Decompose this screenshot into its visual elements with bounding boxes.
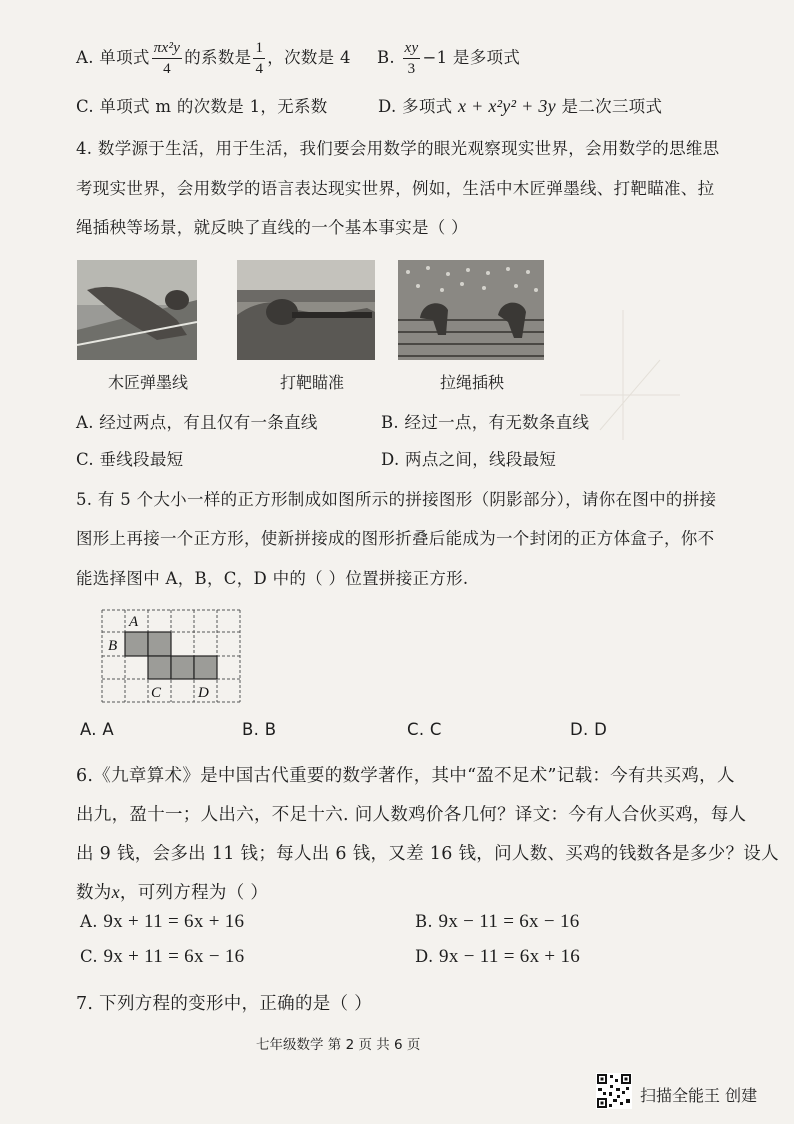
photo-caption-planting: 拉绳插秧: [440, 373, 505, 392]
page-footer: 七年级数学 第 2 页 共 6 页: [256, 1037, 421, 1053]
photo-caption-carpenter: 木匠弹墨线: [108, 373, 189, 392]
net-square-4: [171, 656, 194, 679]
q4-stem-line2: 考现实世界，会用数学的语言表达现实世界，例如，生活中木匠弹墨线、打靶瞄准、拉: [76, 179, 715, 198]
q4-stem-line3: 绳插秧等场景，就反映了直线的一个基本事实是（ ）: [76, 218, 468, 237]
q6-option-a: A. 9x + 11 = 6x + 16: [80, 911, 245, 932]
net-square-2: [148, 632, 171, 656]
q5-option-a: A. A: [80, 720, 114, 739]
q5-stem-line3: 能选择图中 A，B，C，D 中的（ ）位置拼接正方形.: [76, 569, 469, 588]
q3-a-coefficient: $\frac{1}{4}$: [255, 40, 264, 77]
photo-caption-shooting: 打靶瞄准: [280, 373, 345, 392]
q5-option-d: D. D: [570, 720, 608, 739]
q3-option-d: D. 多项式 x + x²y² + 3y 是二次三项式: [378, 96, 663, 116]
q6-stem-line1: 6.《九章算术》是中国古代重要的数学著作，其中“盈不足术”记载：今有共买鸡，人: [76, 766, 735, 786]
q3-option-c: C. 单项式 m 的次数是 1，无系数: [76, 97, 328, 116]
q3-option-a: A. 单项式 $\frac{\text{πx²y}}{4}$ 的系数是 $\frac{1}{4}$ ，次数是 4: [76, 40, 351, 77]
scanner-watermark-text: 扫描全能王 创建: [640, 1086, 758, 1105]
q4-stem-line1: 4. 数学源于生活，用于生活，我们要会用数学的眼光观察现实世界，会用数学的思维思: [76, 139, 720, 158]
net-label-c: C: [151, 685, 162, 701]
net-square-5: [194, 656, 217, 679]
q5-stem-line1: 5. 有 5 个大小一样的正方形制成如图所示的拼接图形（阴影部分），请你在图中的拼接: [76, 490, 717, 509]
q6-option-b: B. 9x − 11 = 6x − 16: [415, 911, 580, 932]
q6-stem-line4: 数为x，可列方程为（ ）: [76, 882, 269, 903]
net-square-1: [125, 632, 148, 656]
q6-option-d: D. 9x − 11 = 6x + 16: [415, 946, 581, 967]
q4-option-c: C. 垂线段最短: [76, 450, 184, 469]
q5-stem-line2: 图形上再接一个正方形，使新拼接成的图形折叠后能成为一个封闭的正方体盒子，你不: [76, 529, 715, 548]
q4-option-d: D. 两点之间，线段最短: [381, 450, 557, 469]
q6-option-c: C. 9x + 11 = 6x − 16: [80, 946, 245, 967]
rice-planting-photo: [398, 260, 544, 360]
net-square-3: [148, 656, 171, 679]
q3-option-b: B. $\frac{xy}{3}$ −1 是多项式: [377, 40, 521, 77]
carpenter-chalk-line-photo: [77, 260, 197, 360]
net-label-b: B: [108, 638, 118, 654]
qr-code-icon: [596, 1073, 632, 1109]
q3-b-fraction: $\frac{xy}{3}$: [404, 40, 419, 77]
target-shooting-photo: [237, 260, 375, 360]
net-label-d: D: [198, 685, 209, 701]
q3-a-fraction: $\frac{\text{πx²y}}{4}$: [153, 40, 181, 77]
q4-option-a: A. 经过两点，有且仅有一条直线: [76, 413, 318, 432]
q6-stem-line2: 出九，盈十一；人出六，不足十六. 问人数鸡价各几何？译文：今有人合伙买鸡，每人: [76, 805, 747, 825]
net-label-a: A: [129, 614, 139, 630]
q4-option-b: B. 经过一点，有无数条直线: [381, 413, 590, 432]
q5-option-b: B. B: [242, 720, 277, 739]
q5-option-c: C. C: [407, 720, 442, 739]
cube-net-figure: [100, 608, 242, 704]
q6-stem-line3: 出 9 钱，会多出 11 钱；每人出 6 钱，又差 16 钱，问人数、买鸡的钱数各是多少？设人: [76, 844, 779, 864]
q7-stem: 7. 下列方程的变形中，正确的是（ ）: [76, 994, 373, 1014]
